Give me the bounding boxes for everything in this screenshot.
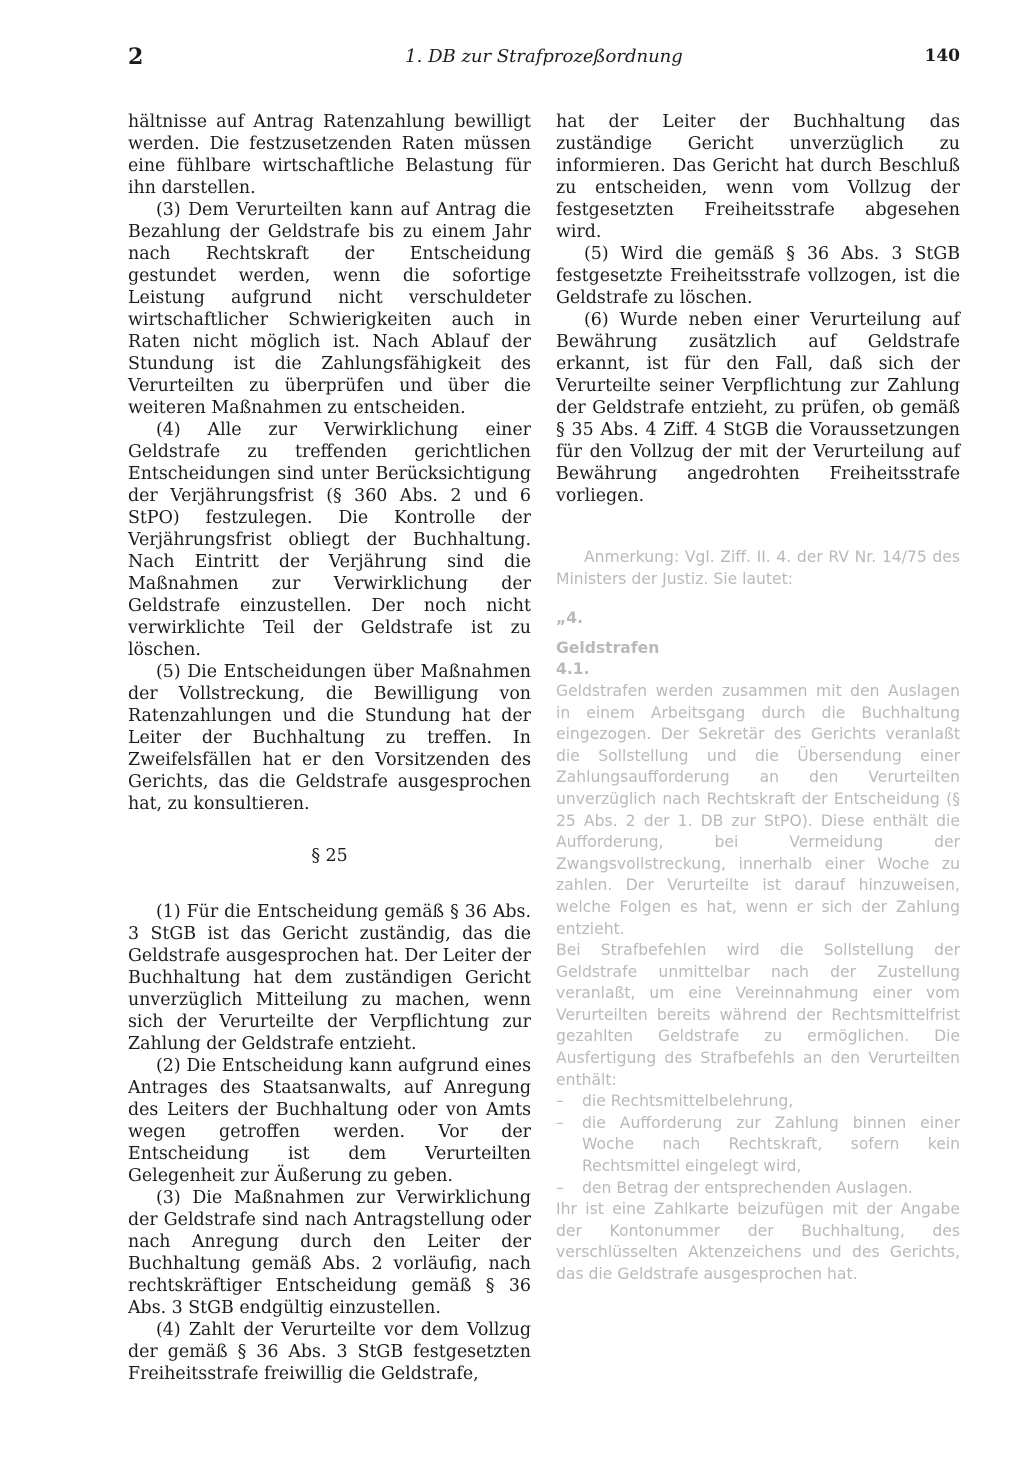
page-header (128, 44, 960, 78)
paragraph-5: (5) Die Entscheidungen über Maßnahmen der Vollstreckung, die Bewilligung von Ratenzahlungen und die Stundung hat der Leiter der Buchhaltung zu treffen. In Zweifelsfällen hat er den Vorsitzenden des Gerichts, das die Geldstrafe ausgesprochen hat, zu konsultieren. (128, 662, 531, 814)
annotation-intro: Anmerkung: Vgl. Ziff. II. 4. der RV Nr. 14/75 des Ministers der Justiz. Sie lautet: (556, 548, 960, 588)
annotation-paragraph: Geldstrafen werden zusammen mit den Auslagen in einem Arbeitsgang durch die Buchhaltung eingezogen. Der Sekretär des Gerichts veranlaßt die Sollstellung und die Übersendung einer Zahlungsaufforderung an den Verurteilten unverzüglich nach Rechtskraft der Entscheidung (§ 25 Abs. 2 der 1. DB zur StPO). Diese enthält die Aufforderung, bei Vermeidung der Zwangsvollstreckung, innerhalb einer Woche zu zahlen. Der Verurteilte ist darauf hinzuweisen, welche Folgen es hat, wenn er sich der Zahlung entzieht. (556, 681, 960, 938)
running-title: 1. DB zur Strafprozeßordnung (405, 46, 683, 67)
section-25-paragraph-5: (5) Wird die gemäß § 36 Abs. 3 StGB festgesetzte Freiheitsstrafe vollzogen, ist die Geldstrafe zu löschen. (556, 244, 960, 308)
right-column (556, 111, 960, 1286)
paragraph-4: (4) Alle zur Verwirklichung einer Geldstrafe zu treffenden gerichtlichen Entscheidungen sind unter Berücksichtigung der Verjährungsfrist (§ 360 Abs. 2 und 6 StPO) festzulegen. Die Kontrolle der Verjährungsfrist obliegt der Buchhaltung. Nach Eintritt der Verjährung sind die Maßnahmen zur Verwirklichung der Geldstrafe einzustellen. Der noch nicht verwirklichte Teil der Geldstrafe ist zu löschen. (128, 420, 531, 660)
chapter-mark: 2 (128, 44, 144, 70)
section-25-paragraph-3: (3) Die Maßnahmen zur Verwirklichung der Geldstrafe sind nach Antragstellung oder nach Anregung durch den Leiter der Buchhaltung gemäß Abs. 2 vorläufig, nach rechtskräftiger Entscheidung gemäß § 36 Abs. 3 StGB endgültig einzustellen. (128, 1188, 531, 1318)
annotation-list (556, 1091, 960, 1199)
paragraph-continuation: hältnisse auf Antrag Ratenzahlung bewilligt werden. Die festzusetzenden Raten müssen eine fühlbare wirtschaftliche Belastung für ihn darstellen. (128, 112, 531, 198)
paragraph-continuation: hat der Leiter der Buchhaltung das zuständige Gericht unverzüglich zu informieren. Das Gericht hat durch Beschluß zu entscheiden, wenn vom Vollzug der festgesetzten Freiheitsstrafe abgesehen wird. (556, 112, 960, 242)
section-25-paragraph-6: (6) Wurde neben einer Verurteilung auf Bewährung zusätzlich auf Geldstrafe erkannt, ist für den Fall, daß sich der Verurteilte seiner Verpflichtung zur Zahlung der Geldstrafe entzieht, zu prüfen, ob gemäß § 35 Abs. 4 Ziff. 4 StGB die Voraussetzungen für den Vollzug der mit der Verurteilung auf Bewährung angedrohten Freiheitsstrafe vorliegen. (556, 310, 960, 506)
annotation-block (556, 547, 960, 1286)
annotation-paragraph: Ihr ist eine Zahlkarte beizufügen mit der Angabe der Kontonummer der Buchhaltung, des verschlüsselten Aktenzeichens und des Gerichts, das die Geldstrafe ausgesprochen hat. (556, 1200, 960, 1283)
annotation-heading: Geldstrafen (556, 638, 660, 657)
list-item: – die Aufforderung zur Zahlung binnen einer Woche nach Rechtskraft, sofern kein Rechtsmittel eingelegt wird, (556, 1113, 960, 1178)
section-25-paragraph-1: (1) Für die Entscheidung gemäß § 36 Abs. 3 StGB ist das Gericht zuständig, das die Geldstrafe ausgesprochen hat. Der Leiter der Buchhaltung hat dem zuständigen Gericht unverzüglich Mitteilung zu machen, wenn sich der Verurteilte der Verpflichtung zur Zahlung der Geldstrafe entzieht. (128, 902, 531, 1054)
paragraph-3: (3) Dem Verurteilten kann auf Antrag die Bezahlung der Geldstrafe bis zu einem Jahr nach Rechtskraft der Entscheidung gestundet werden, wenn die sofortige Leistung aufgrund nicht verschuldeter wirtschaftlicher Schwierigkeiten auch in Raten nicht möglich ist. Nach Ablauf der Stundung ist die Zahlungsfähigkeit des Verurteilten zu überprüfen und über die weiteren Maßnahmen zu entscheiden. (128, 200, 531, 418)
page-number: 140 (924, 46, 960, 66)
list-item: – die Rechtsmittelbelehrung, (556, 1091, 960, 1113)
left-column (128, 111, 531, 1385)
annotation-quote-number: „4. (556, 609, 584, 628)
section-25-paragraph-2: (2) Die Entscheidung kann aufgrund eines Antrages des Staatsanwalts, auf Anregung des Leiters der Buchhaltung oder von Amts wegen getroffen werden. Vor der Entscheidung ist dem Verurteilten Gelegenheit zur Äußerung zu geben. (128, 1056, 531, 1186)
section-25-paragraph-4: (4) Zahlt der Verurteilte vor dem Vollzug der gemäß § 36 Abs. 3 StGB festgesetzten Freiheitsstrafe freiwillig die Geldstrafe, (128, 1320, 531, 1384)
section-heading: § 25 (311, 846, 348, 866)
list-item: – den Betrag der entsprechenden Auslagen. (556, 1178, 960, 1200)
annotation-subnumber: 4.1. (556, 660, 590, 679)
annotation-paragraph: Bei Strafbefehlen wird die Sollstellung der Geldstrafe unmittelbar nach der Zustellung veranlaßt, um eine Vereinnahmung einer vom Verurteilten bereits während der Rechtsmittelfrist gezahlten Geldstrafe zu ermöglichen. Die Ausfertigung des Strafbefehls an den Verurteilten enthält: (556, 941, 960, 1089)
